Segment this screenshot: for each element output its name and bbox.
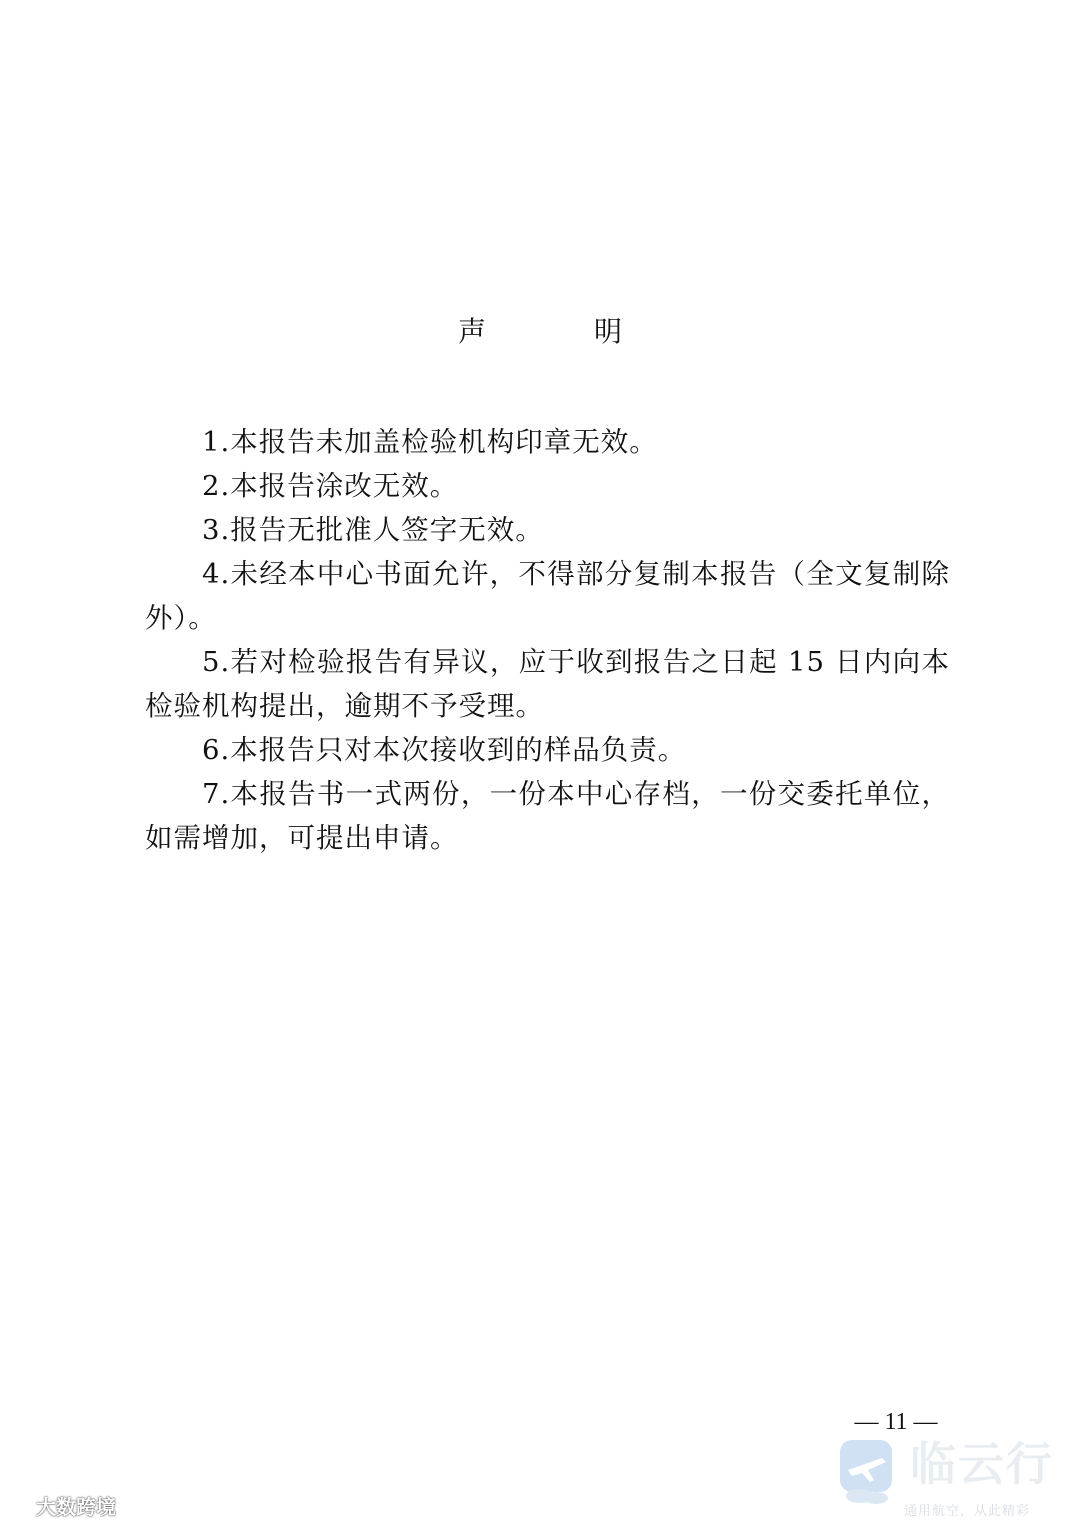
wechat-logo-icon bbox=[6, 1494, 32, 1516]
watermark-tagline: 通用航空，从此精彩 bbox=[904, 1504, 1031, 1519]
watermark-brand: 临云行 bbox=[910, 1437, 1054, 1491]
statement-list bbox=[145, 420, 950, 860]
statement-item-5: 5.若对检验报告有异议，应于收到报告之日起 15 日内向本检验机构提出，逾期不予受理。 bbox=[145, 646, 950, 722]
statement-item-4: 4.未经本中心书面允许，不得部分复制本报告（全文复制除外）。 bbox=[145, 558, 950, 634]
statement-item-3: 3.报告无批准人签字无效。 bbox=[202, 514, 544, 546]
watermark-right bbox=[838, 1436, 1058, 1526]
page-number: — 11 — bbox=[854, 1409, 938, 1435]
statement-item-6: 6.本报告只对本次接收到的样品负责。 bbox=[202, 734, 687, 766]
airplane-logo-icon bbox=[838, 1436, 896, 1508]
watermark-left-text: 大数跨境 bbox=[36, 1494, 116, 1519]
statement-item-2: 2.本报告涂改无效。 bbox=[202, 470, 459, 502]
statement-item-7: 7.本报告书一式两份，一份本中心存档，一份交委托单位，如需增加，可提出申请。 bbox=[145, 778, 950, 854]
watermark-left bbox=[6, 1490, 116, 1520]
statement-item-1: 1.本报告未加盖检验机构印章无效。 bbox=[202, 426, 658, 458]
page-title: 声 明 bbox=[457, 315, 662, 348]
